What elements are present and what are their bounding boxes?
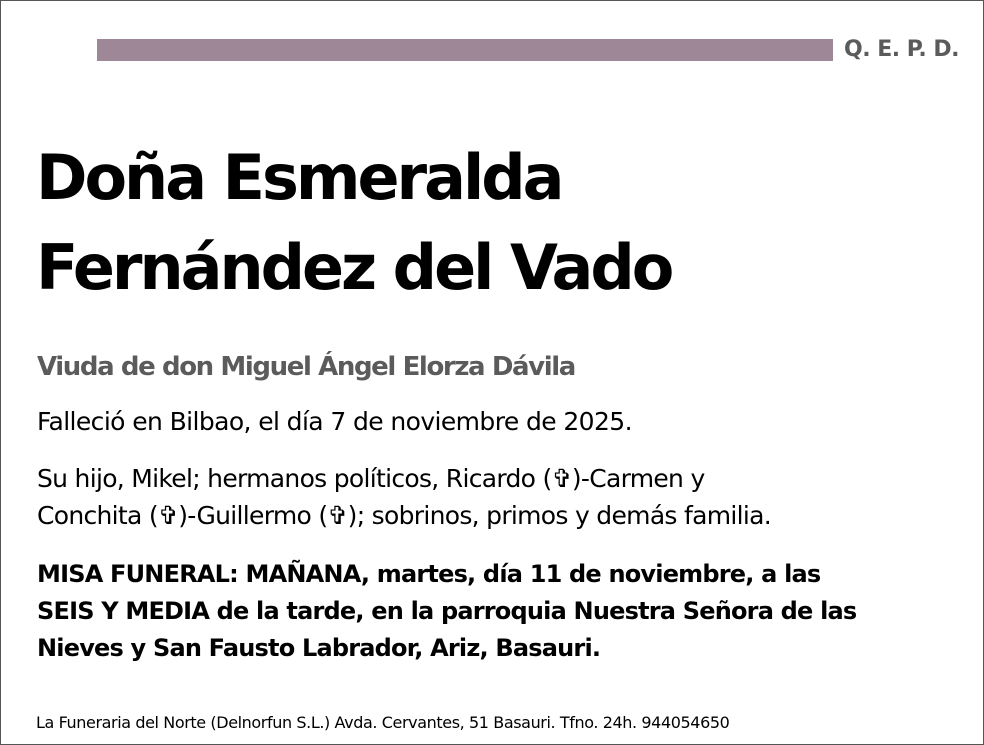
funeral-mass-line-3: Nieves y San Fausto Labrador, Ariz, Basauri.: [37, 634, 601, 662]
deceased-name-line-2: Fernández del Vado: [36, 231, 672, 304]
qepd-label: Q. E. P. D.: [844, 37, 959, 62]
family-line-2: Conchita (✞)-Guillermo (✞); sobrinos, primos y demás familia.: [37, 501, 771, 530]
deceased-name-line-1: Doña Esmeralda: [36, 141, 562, 214]
deceased-name: [36, 133, 956, 313]
family-line-1: Su hijo, Mikel; hermanos políticos, Ricardo (✞)-Carmen y: [37, 464, 705, 493]
latin-cross-icon: [19, 17, 81, 102]
funeral-mass-line-2: SEIS Y MEDIA de la tarde, en la parroquia Nuestra Señora de las: [37, 597, 857, 625]
header-divider-bar: [97, 39, 833, 61]
funeral-mass-details: [37, 556, 967, 667]
widow-of-line: Viuda de don Miguel Ángel Elorza Dávila: [37, 352, 575, 382]
family-list: [37, 460, 957, 534]
funeral-home-footer: La Funeraria del Norte (Delnorfun S.L.) Avda. Cervantes, 51 Basauri. Tfno. 24h. 944054650: [36, 713, 730, 732]
death-notice: Falleció en Bilbao, el día 7 de noviembre de 2025.: [37, 407, 632, 436]
funeral-mass-line-1: MISA FUNERAL: MAÑANA, martes, día 11 de noviembre, a las: [37, 560, 821, 588]
